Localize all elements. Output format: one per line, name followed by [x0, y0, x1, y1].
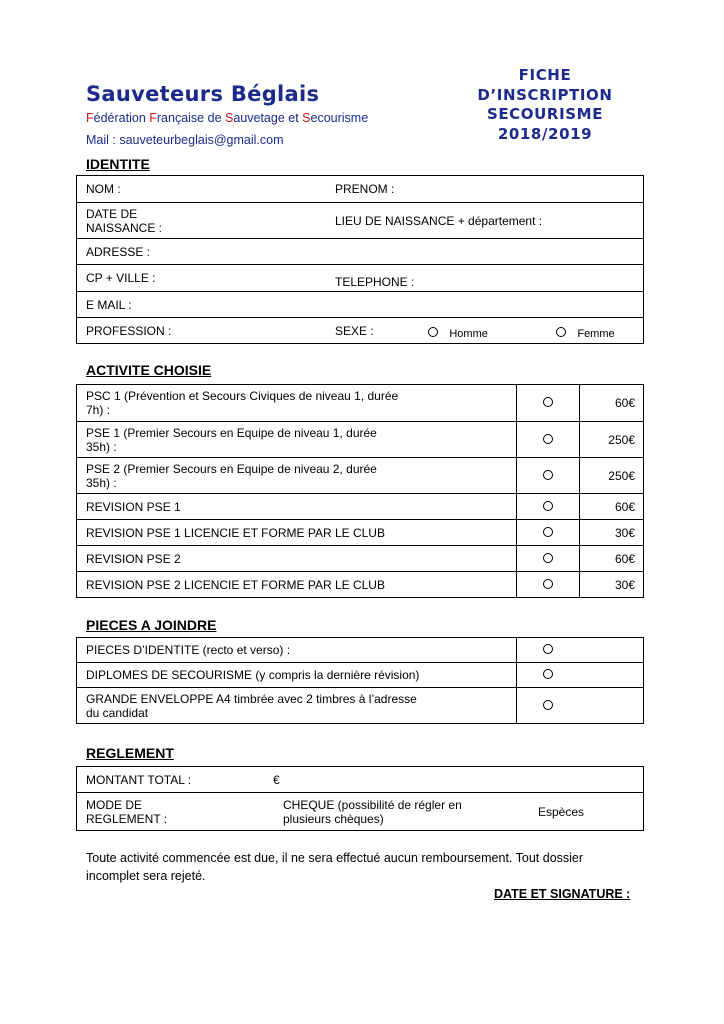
- address-field[interactable]: [77, 239, 644, 265]
- section-title-reglement: REGLEMENT: [86, 745, 174, 761]
- activity-row[interactable]: [77, 494, 644, 520]
- radio-circle-icon[interactable]: [543, 397, 553, 407]
- federation-text: édération: [93, 111, 150, 125]
- total-amount-field[interactable]: [77, 767, 644, 793]
- sexe-field: [326, 318, 644, 344]
- cheque-label-line2: plusieurs chèques): [283, 811, 384, 826]
- activity-price: 250€: [580, 458, 644, 494]
- federation-initial: F: [86, 111, 94, 125]
- activity-name: [77, 422, 517, 458]
- activity-name: [77, 458, 517, 494]
- form-title-line: FICHE: [518, 66, 572, 84]
- activity-name: REVISION PSE 1 LICENCIE ET FORME PAR LE CLUB: [77, 520, 517, 546]
- activity-row[interactable]: [77, 546, 644, 572]
- signature-label: DATE ET SIGNATURE :: [494, 887, 631, 901]
- activity-select[interactable]: [517, 546, 580, 572]
- activity-price: 60€: [580, 385, 644, 422]
- email-field[interactable]: [77, 292, 644, 318]
- federation-name: [86, 111, 368, 125]
- total-amount-label: MONTANT TOTAL :: [86, 772, 192, 787]
- activity-name-line1: PSC 1 (Prévention et Secours Civiques de niveau 1, durée: [86, 389, 399, 403]
- form-title-line: D’INSCRIPTION: [477, 85, 613, 104]
- radio-circle-icon[interactable]: [556, 327, 566, 337]
- femme-option[interactable]: [556, 326, 615, 341]
- activity-price: 60€: [580, 546, 644, 572]
- activity-name: REVISION PSE 2 LICENCIE ET FORME PAR LE CLUB: [77, 572, 517, 598]
- payment-mode-label: [77, 793, 280, 831]
- document-name: PIECES D’IDENTITE (recto et verso) :: [77, 638, 517, 663]
- telephone-label: TELEPHONE :: [335, 275, 415, 289]
- payment-mode-label-line2: REGLEMENT :: [86, 811, 168, 826]
- especes-label: Espèces: [538, 804, 585, 819]
- activity-select[interactable]: [517, 494, 580, 520]
- cp-ville-field[interactable]: [77, 265, 327, 292]
- identity-table: [76, 175, 644, 344]
- document-spacer: [579, 663, 644, 688]
- cheque-label-line1: CHEQUE (possibilité de régler en: [283, 797, 462, 812]
- activity-name: REVISION PSE 1: [77, 494, 517, 520]
- prenom-label: PRENOM :: [335, 182, 395, 196]
- radio-circle-icon[interactable]: [543, 579, 553, 589]
- activity-select[interactable]: [517, 520, 580, 546]
- profession-field[interactable]: [77, 318, 327, 344]
- document-spacer: [579, 638, 644, 663]
- activity-price: 30€: [580, 572, 644, 598]
- document-name: DIPLOMES DE SECOURISME (y compris la dernière révision): [77, 663, 517, 688]
- document-name: [77, 688, 517, 724]
- radio-circle-icon[interactable]: [543, 669, 553, 679]
- radio-circle-icon[interactable]: [543, 644, 553, 654]
- section-title-identite: IDENTITE: [86, 156, 150, 172]
- nom-label: NOM :: [86, 182, 121, 196]
- radio-circle-icon[interactable]: [543, 434, 553, 444]
- activity-price: 250€: [580, 422, 644, 458]
- activity-name-line2: 35h) :: [86, 475, 117, 490]
- radio-circle-icon[interactable]: [543, 527, 553, 537]
- address-label: ADRESSE :: [86, 244, 151, 259]
- document-row[interactable]: [77, 663, 644, 688]
- activity-table: [76, 384, 644, 598]
- federation-initial: S: [225, 111, 234, 125]
- federation-text: ecourisme: [310, 111, 369, 125]
- activity-name-line2: 7h) :: [86, 403, 111, 417]
- radio-circle-icon[interactable]: [543, 501, 553, 511]
- federation-initial: S: [302, 111, 311, 125]
- federation-initial: F: [149, 111, 157, 125]
- document-row[interactable]: [77, 638, 644, 663]
- homme-label: Homme: [449, 328, 488, 340]
- refund-notice: [86, 849, 646, 885]
- form-title-line: 2018/2019: [497, 124, 593, 143]
- femme-label: Femme: [577, 328, 615, 340]
- telephone-field[interactable]: [326, 265, 644, 292]
- birth-date-label-line2: NAISSANCE :: [86, 220, 163, 235]
- document-spacer: [579, 688, 644, 724]
- homme-option[interactable]: [428, 326, 488, 341]
- documents-table: [76, 637, 644, 724]
- form-title: [440, 66, 650, 144]
- activity-row[interactable]: [77, 422, 644, 458]
- activity-name-line1: PSE 2 (Premier Secours en Equipe de niveau 2, durée: [86, 461, 377, 476]
- radio-circle-icon[interactable]: [543, 553, 553, 563]
- sexe-label: SEXE :: [335, 323, 374, 338]
- payment-mode-label-line1: MODE DE: [86, 797, 143, 812]
- contact-email: Mail : sauveteurbeglais@gmail.com: [86, 133, 284, 147]
- activity-name-line2: 35h) :: [86, 439, 117, 454]
- document-name-line1: GRANDE ENVELOPPE A4 timbrée avec 2 timbres à l’adresse: [86, 691, 417, 706]
- email-label: E MAIL :: [86, 297, 132, 312]
- euro-symbol: €: [273, 773, 280, 787]
- cheque-option[interactable]: [279, 793, 508, 831]
- organization-name: Sauveteurs Béglais: [86, 82, 320, 106]
- nom-field[interactable]: [77, 176, 327, 203]
- refund-notice-line2: incomplet sera rejeté.: [86, 869, 206, 883]
- document-row[interactable]: [77, 688, 644, 724]
- activity-select[interactable]: [517, 422, 580, 458]
- activity-select[interactable]: [517, 385, 580, 422]
- section-title-activite: ACTIVITE CHOISIE: [86, 362, 212, 378]
- activity-price: 30€: [580, 520, 644, 546]
- birth-place-label: LIEU DE NAISSANCE + département :: [335, 213, 543, 228]
- document-check[interactable]: [517, 688, 580, 724]
- activity-select[interactable]: [517, 572, 580, 598]
- form-title-line: SECOURISME: [486, 105, 604, 123]
- especes-option[interactable]: [508, 793, 644, 831]
- prenom-field[interactable]: [326, 176, 644, 203]
- birth-place-field[interactable]: [326, 203, 644, 239]
- birth-date-label-line1: DATE DE: [86, 206, 138, 221]
- activity-row[interactable]: [77, 385, 644, 422]
- profession-label: PROFESSION :: [86, 323, 172, 338]
- activity-name: [77, 385, 517, 422]
- activity-name: REVISION PSE 2: [77, 546, 517, 572]
- radio-circle-icon[interactable]: [543, 470, 553, 480]
- activity-row[interactable]: [77, 458, 644, 494]
- refund-notice-line1: Toute activité commencée est due, il ne sera effectué aucun remboursement. Tout dossier: [86, 851, 584, 865]
- radio-circle-icon[interactable]: [543, 700, 553, 710]
- payment-table: [76, 766, 644, 831]
- radio-circle-icon[interactable]: [428, 327, 438, 337]
- federation-text: rançaise de: [156, 111, 225, 125]
- activity-price: 60€: [580, 494, 644, 520]
- document-check[interactable]: [517, 638, 580, 663]
- document-name-line2: du candidat: [86, 705, 149, 720]
- birth-date-field[interactable]: [77, 203, 327, 239]
- activity-row[interactable]: [77, 520, 644, 546]
- activity-row[interactable]: [77, 572, 644, 598]
- federation-text: auvetage et: [233, 111, 303, 125]
- activity-select[interactable]: [517, 458, 580, 494]
- document-check[interactable]: [517, 663, 580, 688]
- section-title-pieces: PIECES A JOINDRE: [86, 617, 217, 633]
- cp-ville-label: CP + VILLE :: [86, 271, 156, 285]
- activity-name-line1: PSE 1 (Premier Secours en Equipe de niveau 1, durée: [86, 425, 377, 440]
